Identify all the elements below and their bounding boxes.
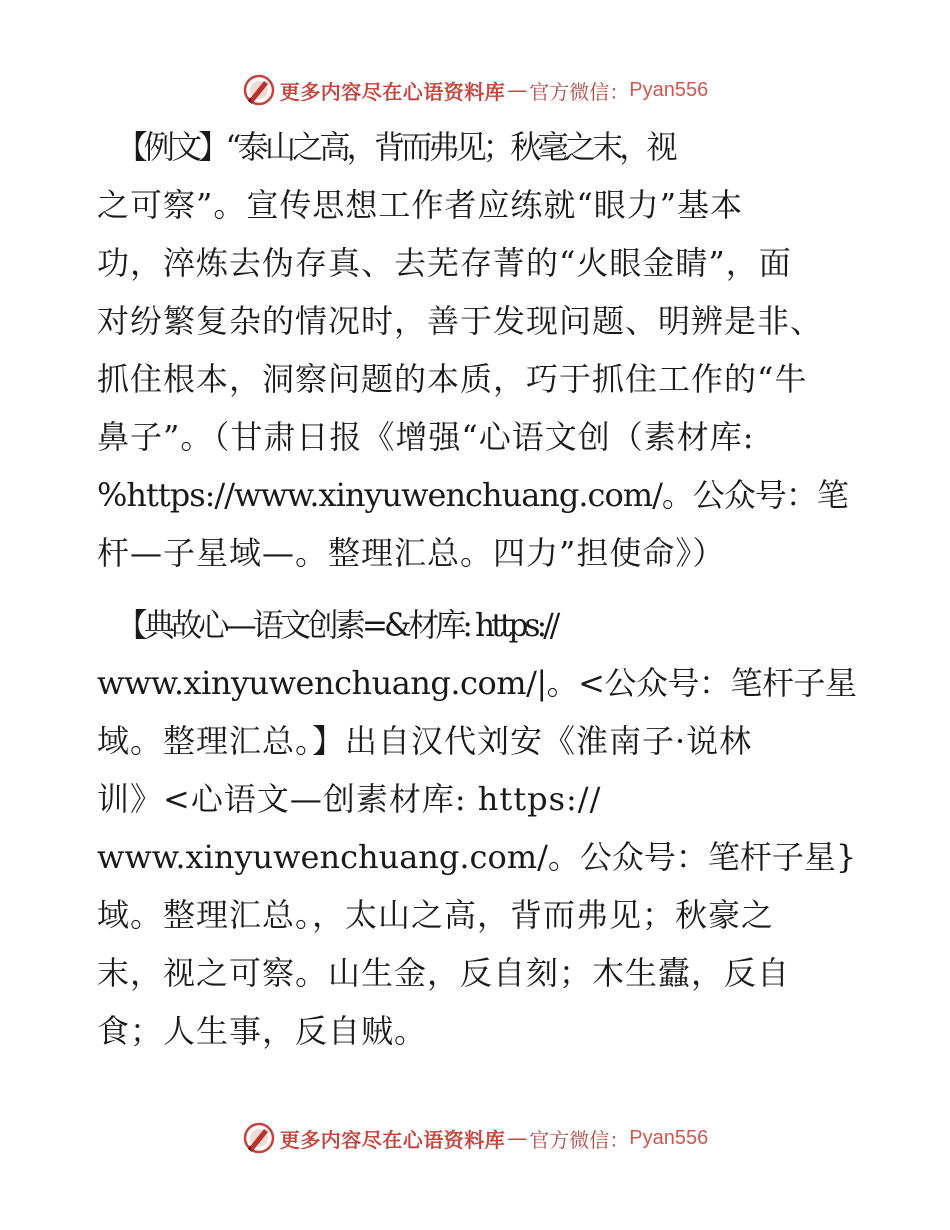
brand-separator: — — [507, 78, 528, 102]
header-banner — [0, 70, 950, 110]
text-line: www.xinyuwenchuang.com/|。<公众号：笔杆子星 — [97, 664, 857, 702]
paragraph-gap — [97, 582, 857, 596]
footer-banner — [0, 1118, 950, 1158]
document-body — [97, 118, 857, 1060]
text-line: www.xinyuwenchuang.com/。公众号：笔杆子星} — [97, 838, 857, 876]
text-line: 食；人生事，反自贼。 — [97, 1012, 428, 1050]
text-line: 【典故心—语文创素=&材库: https:// — [116, 606, 557, 644]
text-line: %https://www.xinyuwenchuang.com/。公众号：笔 — [97, 476, 848, 514]
pen-logo-icon — [242, 1121, 276, 1155]
text-line: 抓住根本，洞察问题的本质，巧于抓住工作的“牛 — [97, 360, 808, 398]
paragraph-allusion — [97, 596, 857, 1060]
brand-separator: — — [507, 1126, 528, 1150]
text-line: 对纷繁复杂的情况时，善于发现问题、明辨是非、 — [97, 302, 824, 340]
text-line: 末，视之可察。山生金，反自刻；木生蠹，反自 — [97, 954, 791, 992]
wechat-id: Pyan556 — [629, 1126, 709, 1149]
text-line: 功，淬炼去伪存真、去芜存菁的“火眼金睛”，面 — [97, 244, 792, 282]
paragraph-example — [97, 118, 857, 582]
pen-logo-icon — [242, 73, 276, 107]
text-line: 训》<心语文—创素材库: https:// — [97, 780, 602, 818]
brand-text: 更多内容尽在心语资料库 — [279, 79, 506, 104]
text-line: 域。整理汇总。，太山之高，背而弗见；秋豪之 — [97, 896, 775, 934]
wechat-label: 官方微信： — [529, 1127, 630, 1152]
text-line: 杆—子星域—。整理汇总。四力”担使命》） — [97, 534, 726, 572]
wechat-label: 官方微信： — [529, 79, 630, 104]
wechat-id: Pyan556 — [629, 78, 709, 101]
text-line: 鼻子”。（甘肃日报《增强“心语文创（素材库: — [97, 418, 755, 456]
brand-text: 更多内容尽在心语资料库 — [279, 1127, 506, 1152]
text-line: 【例文】“泰山之高，背而弗见；秋毫之末，视 — [116, 128, 674, 166]
text-line: 域。整理汇总。】出自汉代刘安《淮南子·说林 — [97, 722, 753, 760]
text-line: 之可察”。宣传思想工作者应练就“眼力”基本 — [97, 186, 744, 224]
